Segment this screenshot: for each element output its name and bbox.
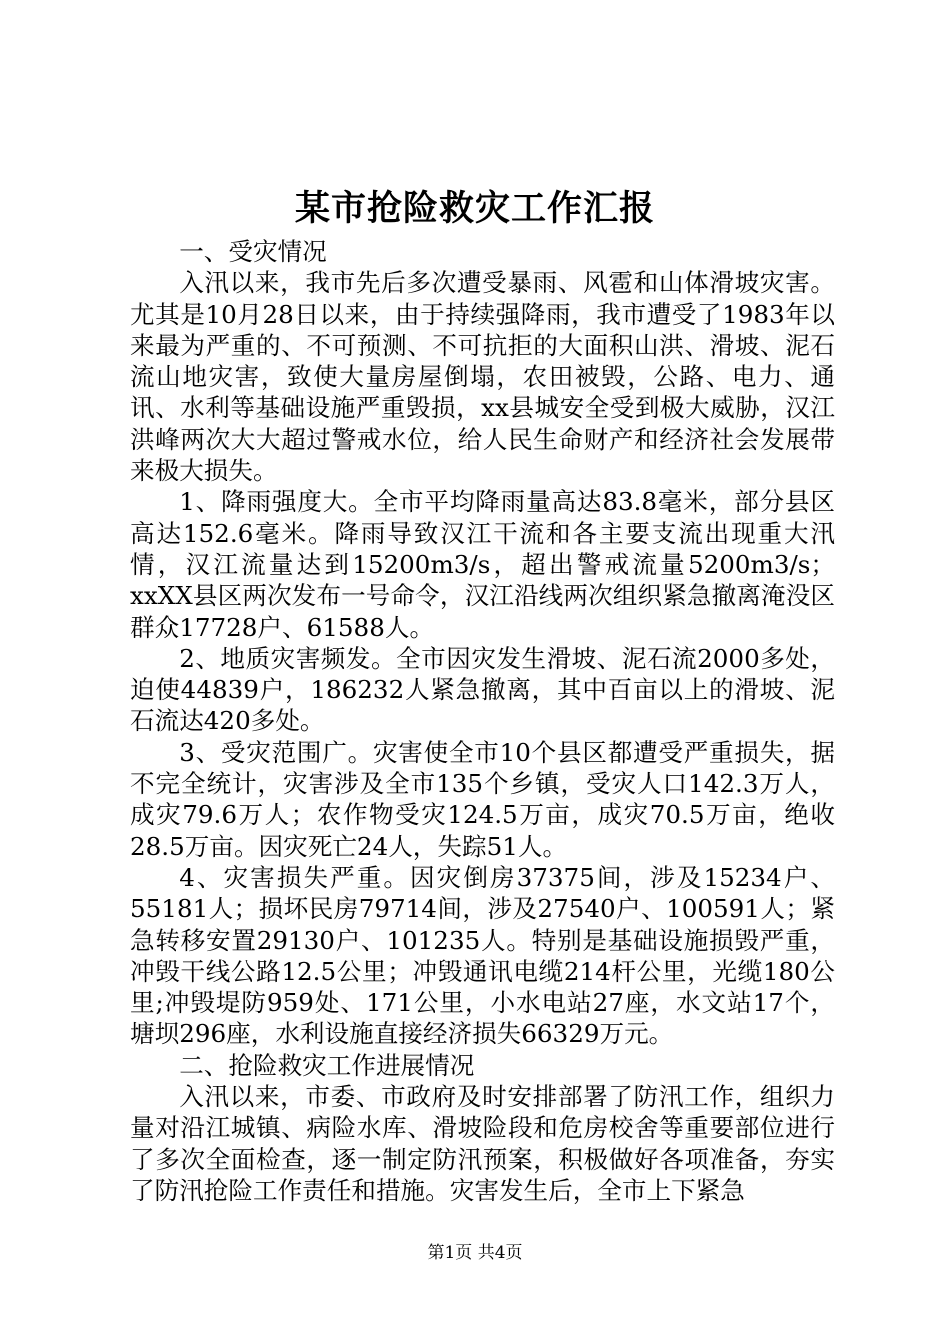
- section-heading: 一、受灾情况: [179, 237, 327, 266]
- body-paragraph: 入汛以来，市委、市政府及时安排部署了防汛工作，组织力量对沿江城镇、病险水库、滑坡险段和危房校舍等重要部位进行了多次全面检查，逐一制定防汛预案，积极做好各项准备，夯实了防汛抢险工作责任和措施。灾害发生后，全市上下紧急: [130, 1082, 835, 1205]
- document-body: [130, 236, 835, 1206]
- section-heading: 二、抢险救灾工作进展情况: [179, 1050, 475, 1080]
- body-paragraph: 入汛以来，我市先后多次遭受暴雨、风雹和山体滑坡灾害。尤其是10月28日以来，由于持续强降雨，我市遭受了1983年以来最为严重的、不可预测、不可抗拒的大面积山洪、滑坡、泥石流山地灾害，致使大量房屋倒塌，农田被毁，公路、电力、通讯、水利等基础设施严重毁损，xx县城安全受到极大威胁，汉江洪峰两次大大超过警戒水位，给人民生命财产和经济社会发展带来极大损失。: [130, 268, 835, 486]
- page-footer: [0, 1241, 950, 1265]
- body-paragraph: 2、地质灾害频发。全市因灾发生滑坡、泥石流2000多处，迫使44839户，186232人紧急撤离，其中百亩以上的滑坡、泥石流达420多处。: [130, 643, 835, 736]
- body-paragraph: 1、降雨强度大。全市平均降雨量高达83.8毫米，部分县区高达152.6毫米。降雨导致汉江干流和各主要支流出现重大汛情，汉江流量达到15200m3/s，超出警戒流量5200m3/s；xxXX县区两次发布一号命令，汉江沿线两次组织紧急撤离淹没区群众17728户、61588人。: [130, 487, 835, 642]
- body-paragraph: 4、灾害损失严重。因灾倒房37375间，涉及15234户、55181人；损坏民房79714间，涉及27540户、100591人；紧急转移安置29130户、101235人。特别是基础设施损毁严重，冲毁干线公路12.5公里；冲毁通讯电缆214杆公里，光缆180公里;冲毁堤防959处、171公里，小水电站27座，水文站17个，塘坝296座，水利设施直接经济损失66329万元。: [130, 862, 835, 1049]
- page-total: 共4页: [477, 1243, 523, 1263]
- page-number: 第1页: [427, 1243, 473, 1263]
- body-paragraph: 3、受灾范围广。灾害使全市10个县区都遭受严重损失，据不完全统计，灾害涉及全市135个乡镇，受灾人口142.3万人，成灾79.6万人；农作物受灾124.5万亩，成灾70.5万亩，绝收28.5万亩。因灾死亡24人，失踪51人。: [130, 737, 835, 861]
- document-title: 某市抢险救灾工作汇报: [294, 188, 655, 229]
